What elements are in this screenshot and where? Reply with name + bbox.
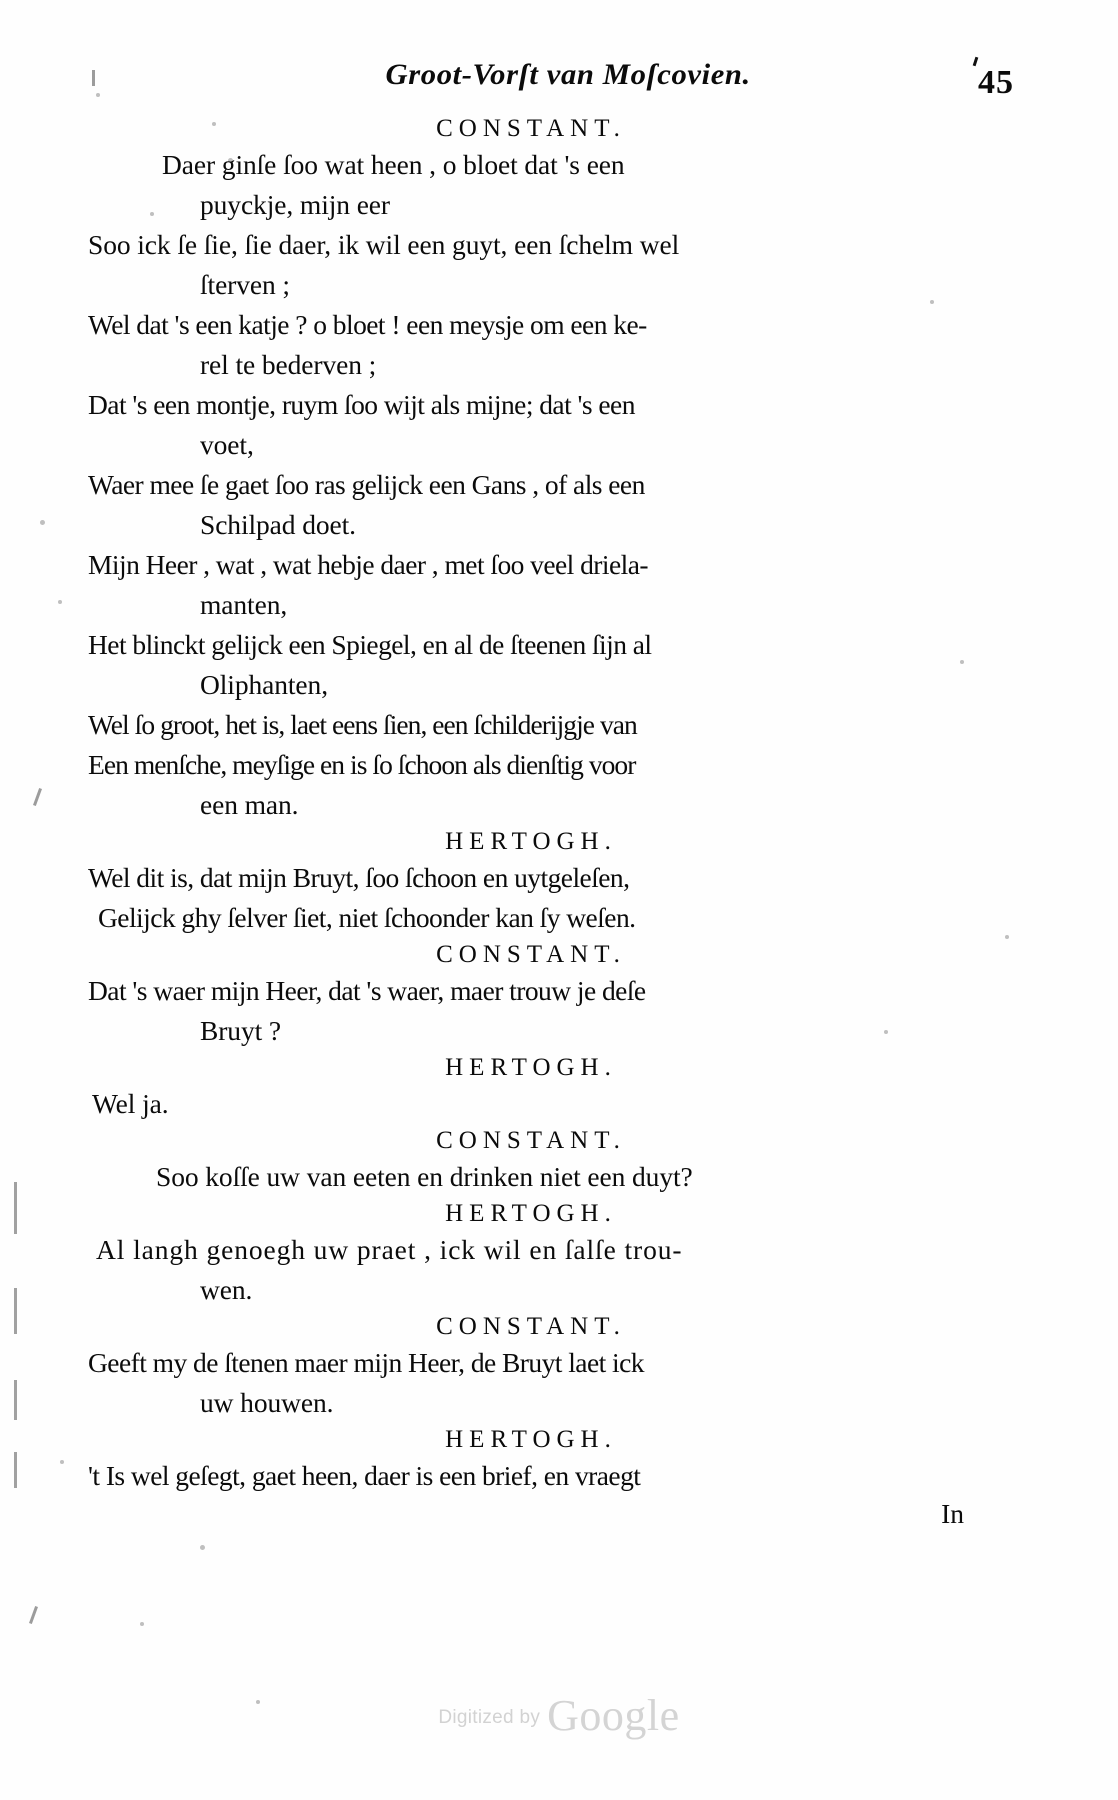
- scan-artifact: [14, 1380, 17, 1420]
- scan-artifact: [33, 788, 42, 806]
- speaker-heading-constant: CONSTANT.: [436, 115, 626, 142]
- scan-artifact: [60, 1460, 64, 1464]
- verse-line: voet,: [200, 429, 254, 460]
- speaker-heading-constant: CONSTANT.: [436, 941, 626, 968]
- verse-line: Wel dat 's een katje ? o bloet ! een meysje om een ke-: [88, 309, 647, 340]
- verse-line: manten,: [200, 589, 288, 620]
- verse-line: Soo ick ſe ſie, ſie daer, ik wil een guyt, een ſchelm wel: [88, 229, 680, 260]
- verse-line: wen.: [200, 1274, 253, 1305]
- scan-artifact: [140, 1622, 144, 1626]
- scan-artifact: [14, 1288, 17, 1334]
- verse-line: Geeft my de ſtenen maer mijn Heer, de Bruyt laet ick: [88, 1347, 644, 1378]
- scan-artifact: [14, 1452, 17, 1488]
- scan-artifact: [29, 1606, 38, 1624]
- verse-line: Daer ginſe ſoo wat heen , o bloet dat 's een: [162, 149, 625, 180]
- speaker-heading-hertogh: HERTOGH.: [445, 828, 617, 855]
- catchword: In: [941, 1498, 964, 1529]
- speaker-heading-hertogh: HERTOGH.: [445, 1200, 617, 1227]
- verse-line: Bruyt ?: [200, 1015, 282, 1046]
- verse-line: Gelijck ghy ſelver ſiet, niet ſchoonder kan ſy weſen.: [98, 902, 636, 933]
- scan-artifact: [14, 1182, 17, 1234]
- verse-line: 't Is wel geſegt, gaet heen, daer is een brief, en vraegt: [88, 1460, 641, 1491]
- scan-artifact: [1005, 935, 1009, 939]
- verse-line: Soo koſſe uw van eeten en drinken niet een duyt?: [156, 1161, 693, 1192]
- verse-line: rel te bederven ;: [200, 349, 377, 380]
- verse-line: Schilpad doet.: [200, 509, 356, 540]
- scan-artifact: [58, 600, 62, 604]
- verse-line: Waer mee ſe gaet ſoo ras gelijck een Gans , of als een: [88, 469, 645, 500]
- verse-line: puyckje, mijn eer: [200, 189, 390, 220]
- digitized-by-google-watermark: [0, 1690, 1118, 1741]
- watermark-brand: Google: [547, 1691, 680, 1740]
- watermark-prefix: Digitized by: [438, 1707, 541, 1728]
- verse-line: een man.: [200, 789, 299, 820]
- speaker-heading-constant: CONSTANT.: [436, 1313, 626, 1340]
- text-column: [88, 112, 968, 1532]
- scan-artifact: [40, 520, 45, 525]
- speaker-heading-constant: CONSTANT.: [436, 1127, 626, 1154]
- scan-artifact: [200, 1545, 205, 1550]
- verse-line: Oliphanten,: [200, 669, 328, 700]
- speaker-heading-hertogh: HERTOGH.: [445, 1054, 617, 1081]
- verse-line: Wel ſo groot, het is, laet eens ſien, een ſchilderijgje van: [88, 709, 637, 740]
- verse-line: Het blinckt gelijck een Spiegel, en al de ſteenen ſijn al: [88, 629, 652, 660]
- verse-line: Dat 's waer mijn Heer, dat 's waer, maer trouw je deſe: [88, 975, 646, 1006]
- verse-line: Al langh genoegh uw praet , ick wil en ſalſe trou-: [96, 1234, 683, 1265]
- running-header: [0, 58, 1118, 108]
- verse-line: Dat 's een montje, ruym ſoo wijt als mijne; dat 's een: [88, 389, 635, 420]
- running-header-title: Groot-Vorſt van Moſcovien.: [385, 58, 751, 91]
- verse-line: Wel dit is, dat mijn Bruyt, ſoo ſchoon en uytgeleſen,: [88, 862, 630, 893]
- verse-line: Een menſche, meyſige en is ſo ſchoon als dienſtig voor: [88, 749, 636, 780]
- verse-line: Wel ja.: [92, 1088, 169, 1119]
- page-number: 45: [978, 64, 1014, 101]
- verse-line: uw houwen.: [200, 1387, 334, 1418]
- verse-line: Mijn Heer , wat , wat hebje daer , met ſoo veel driela-: [88, 549, 649, 580]
- speaker-heading-hertogh: HERTOGH.: [445, 1426, 617, 1453]
- verse-line: ſterven ;: [200, 269, 290, 300]
